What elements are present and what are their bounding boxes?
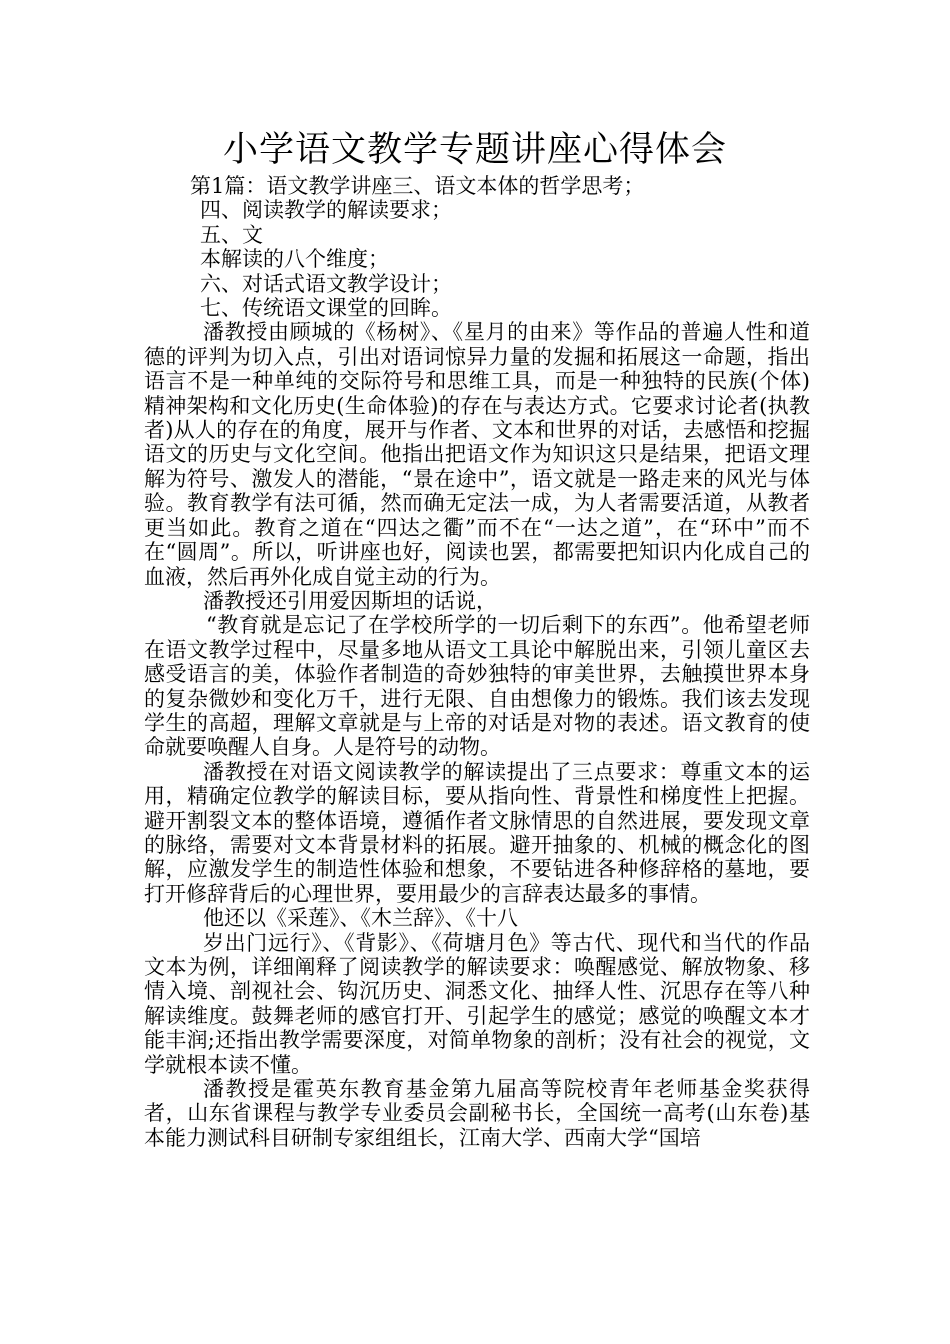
paragraph: 第1篇：语文教学讲座三、语文本体的哲学思考； — [190, 174, 645, 198]
paragraph: 五、文 — [200, 222, 263, 247]
paragraph: 潘教授在对语文阅读教学的解读提出了三点要求：尊重文本的运用，精确定位教学的解读目标，要从指向性、背景性和梯度性上把握。避开割裂文本的整体语境，遵循作者文脉情思的自然进展，要发现文章的脉络，需要对文本背景材料的拓展。避开抽象的、机械的概念化的图解，应激发学生的制造性体验和想象，不要钻进各种修辞格的墓地，要打开修辞背后的心理世界，要用最少的言辞表达最多的事情。 — [144, 759, 810, 906]
paragraph: 他还以《采莲》、《木兰辞》、《十八 — [203, 906, 518, 931]
paragraph: 岁出门远行》、《背影》、《荷塘月色》等古代、现代和当代的作品文本为例，详细阐释了阅读教学的解读要求：唤醒感觉、解放物象、移情入境、剖视社会、钩沉历史、洞悉文化、抽绎人性、沉思存在等八种解读维度。鼓舞老师的感官打开、引起学生的感觉；感觉的唤醒文本才能丰润;还指出教学需要深度，对简单物象的剖析；没有社会的视觉，文学就根本读不懂。 — [144, 930, 810, 1077]
paragraph: 本解读的八个维度； — [200, 247, 389, 272]
paragraph: “教育就是忘记了在学校所学的一切后剩下的东西”。他希望老师在语文教学过程中，尽量多地从语文工具论中解脱出来，引领儿童区去感受语言的美，体验作者制造的奇妙独特的审美世界，去触摸世界本身的复杂微妙和变化万千，进行无限、自由想像力的锻炼。我们该去发现学生的高超，理解文章就是与上帝的对话是对物的表述。语文教育的使命就要唤醒人自身。人是符号的动物。 — [144, 613, 810, 760]
paragraph: 潘教授还引用爱因斯坦的话说， — [203, 588, 497, 613]
document-title: 小学语文教学专题讲座心得体会 — [222, 130, 727, 170]
paragraph: 四、阅读教学的解读要求； — [200, 198, 452, 223]
paragraph: 七、传统语文课堂的回眸。 — [200, 296, 452, 321]
document-body — [144, 174, 810, 1150]
paragraph: 潘教授是霍英东教育基金第九届高等院校青年老师基金奖获得者，山东省课程与教学专业委员会副秘书长，全国统一高考(山东卷)基本能力测试科目研制专家组组长，江南大学、西南大学“国培 — [144, 1077, 810, 1150]
paragraph: 潘教授由顾城的《杨树》、《星月的由来》等作品的普遍人性和道德的评判为切入点，引出对语词惊异力量的发掘和拓展这一命题，指出语言不是一种单纯的交际符号和思维工具，而是一种独特的民族(个体)精神架构和文化历史(生命体验)的存在与表达方式。它要求讨论者(执教者)从人的存在的角度，展开与作者、文本和世界的对话，去感悟和挖掘语文的历史与文化空间。他指出把语文作为知识这只是结果，把语文理解为符号、激发人的潜能，“景在途中”，语文就是一路走来的风光与体验。教育教学有法可循，然而确无定法一成，为人者需要活道，从教者更当如此。教育之道在“四达之衢”而不在“一达之道”，在“环中”而不在“圆周”。所以，听讲座也好，阅读也罢，都需要把知识内化成自己的血液，然后再外化成自觉主动的行为。 — [144, 320, 810, 589]
paragraph: 六、对话式语文教学设计； — [200, 271, 452, 296]
